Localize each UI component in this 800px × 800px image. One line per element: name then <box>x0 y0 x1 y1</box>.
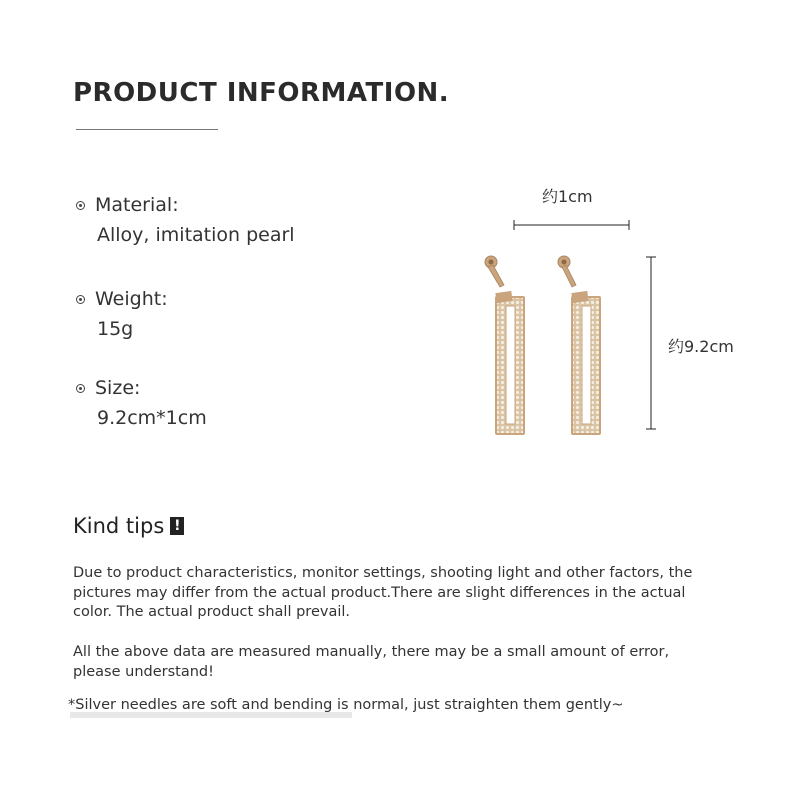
spec-label: Size: <box>95 377 141 399</box>
exclamation-icon: ! <box>170 517 184 535</box>
spec-value: 15g <box>97 318 134 340</box>
silver-needle-note: *Silver needles are soft and bending is normal, just straighten them gently~ <box>68 697 624 713</box>
height-dimension-label: 约9.2cm <box>668 337 734 356</box>
width-dimension-line <box>514 220 629 230</box>
tips-paragraph-color-difference: Due to product characteristics, monitor settings, shooting light and other factors, the pictures may differ from the actual product.There are slight differences in the actual color. The actual product shall prevail. <box>73 565 693 620</box>
spec-label: Weight: <box>95 288 168 310</box>
bullet-icon <box>76 384 85 393</box>
kind-tips-label: Kind tips <box>73 514 165 538</box>
earrings-image <box>460 175 760 450</box>
left-earring <box>485 256 524 434</box>
height-dimension-line <box>646 257 656 429</box>
title-underline <box>76 129 218 130</box>
kind-tips-heading <box>73 514 184 538</box>
spec-value: 9.2cm*1cm <box>97 407 207 429</box>
spec-value: Alloy, imitation pearl <box>97 224 295 246</box>
bullet-icon <box>76 201 85 210</box>
spec-label: Material: <box>95 194 179 216</box>
product-dimension-figure <box>460 175 760 450</box>
bullet-icon <box>76 295 85 304</box>
spec-material <box>76 191 295 251</box>
spec-weight <box>76 285 168 345</box>
right-earring <box>558 256 600 434</box>
width-dimension-label: 约1cm <box>542 187 593 206</box>
spec-size <box>76 374 207 434</box>
tips-paragraph-measurement: All the above data are measured manually, there may be a small amount of error, please understand! <box>73 644 670 680</box>
page-title: PRODUCT INFORMATION. <box>73 78 450 108</box>
